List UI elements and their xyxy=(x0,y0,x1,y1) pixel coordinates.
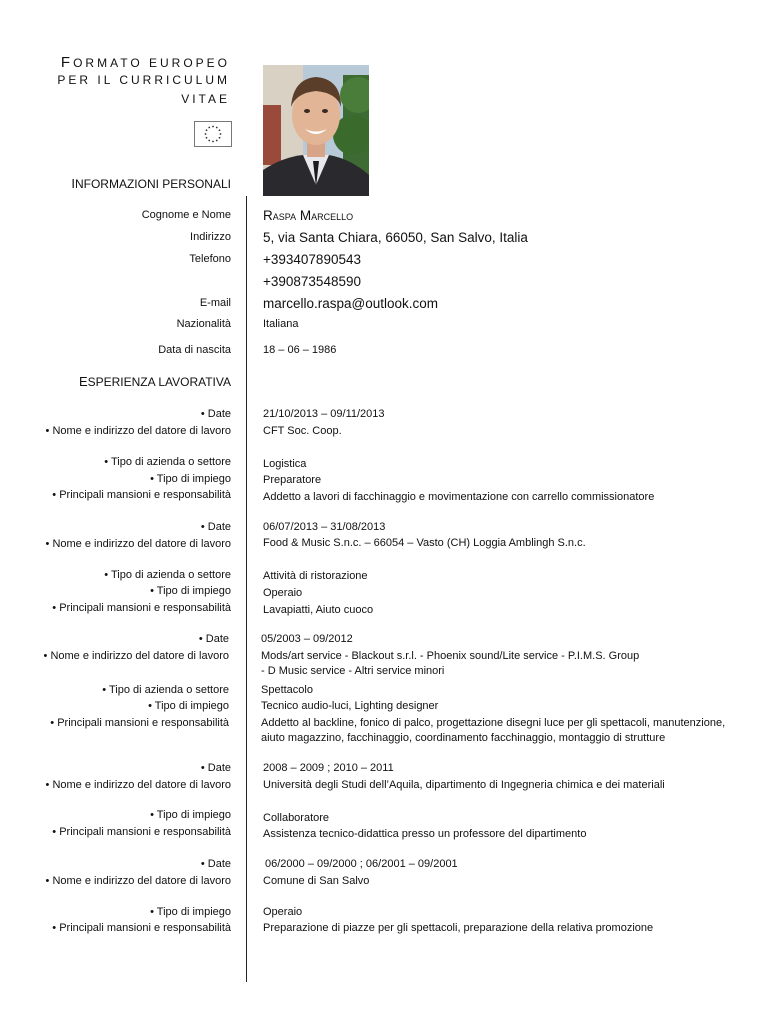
job-1-duties: Addetto a lavori di facchinaggio e movimentazione con carrello commissionatore xyxy=(263,491,655,503)
label-sector: • Tipo di azienda o settore xyxy=(104,456,231,468)
value-phone-2: +390873548590 xyxy=(263,274,361,289)
job-4-duties: Assistenza tecnico-didattica presso un professore del dipartimento xyxy=(263,828,587,840)
job-3-duties: Addetto al backline, fonico di palco, progettazione disegni luce per gli spettacoli, manutenzione, aiuto magazzino, facchinaggio, coordinamento facchinaggio, montaggio di strutture xyxy=(261,717,726,744)
label-duties: • Principali mansioni e responsabilità xyxy=(52,602,231,614)
label-role: • Tipo di impiego xyxy=(150,585,231,597)
label-date: • Date xyxy=(200,762,231,774)
label-email: E-mail xyxy=(199,297,231,309)
job-1-date: 21/10/2013 – 09/11/2013 xyxy=(263,408,385,420)
job-4-date: 2008 – 2009 ; 2010 – 2011 xyxy=(263,762,394,774)
label-name: Cognome e Nome xyxy=(141,209,231,221)
eu-flag-icon xyxy=(194,121,232,147)
label-address: Indirizzo xyxy=(190,231,231,243)
label-date: • Date xyxy=(200,858,231,870)
job-1-role: Preparatore xyxy=(263,474,322,486)
value-nationality: Italiana xyxy=(263,318,299,330)
cv-format-title-line3: VITAE xyxy=(181,92,230,106)
label-date: • Date xyxy=(200,521,231,533)
job-5-date: 06/2000 – 09/2000 ; 06/2001 – 09/2001 xyxy=(265,858,458,870)
value-name: Raspa Marcello xyxy=(263,208,354,223)
job-5-employer: Comune di San Salvo xyxy=(263,875,370,887)
value-email: marcello.raspa@outlook.com xyxy=(263,296,439,311)
label-employer: • Nome e indirizzo del datore di lavoro xyxy=(45,425,231,437)
label-employer: • Nome e indirizzo del datore di lavoro xyxy=(45,875,231,887)
cv-format-title-line1: FORMATO EUROPEO xyxy=(60,54,230,71)
job-4-role: Collaboratore xyxy=(263,812,330,824)
label-role: • Tipo di impiego xyxy=(148,700,229,712)
job-2-duties: Lavapiatti, Aiuto cuoco xyxy=(263,604,374,616)
label-nationality: Nazionalità xyxy=(176,318,231,330)
label-phone: Telefono xyxy=(189,253,231,265)
value-birth-date: 18 – 06 – 1986 xyxy=(263,344,337,356)
job-3-employer: Mods/art service - Blackout s.r.l. - Phoenix sound/Lite service - P.I.M.S. Group - D Music service - Altri service minori xyxy=(261,650,640,677)
label-sector: • Tipo di azienda o settore xyxy=(102,684,229,696)
job-2-employer: Food & Music S.n.c. – 66054 – Vasto (CH) Loggia Amblingh S.n.c. xyxy=(263,537,586,549)
label-duties: • Principali mansioni e responsabilità xyxy=(52,922,231,934)
label-sector: • Tipo di azienda o settore xyxy=(104,569,231,581)
label-date: • Date xyxy=(198,633,229,645)
job-3-role: Tecnico audio-luci, Lighting designer xyxy=(261,700,439,712)
job-5-role: Operaio xyxy=(263,906,303,918)
job-2-sector: Attività di ristorazione xyxy=(263,570,368,582)
label-employer: • Nome e indirizzo del datore di lavoro xyxy=(45,538,231,550)
label-employer: • Nome e indirizzo del datore di lavoro xyxy=(45,779,231,791)
job-1-employer: CFT Soc. Coop. xyxy=(263,425,342,437)
label-duties: • Principali mansioni e responsabilità xyxy=(52,826,231,838)
value-address: 5, via Santa Chiara, 66050, San Salvo, Italia xyxy=(263,230,528,245)
section-title-personal-info: INFORMAZIONI PERSONALI xyxy=(71,176,231,191)
label-duties: • Principali mansioni e responsabilità xyxy=(50,717,229,729)
job-3-sector: Spettacolo xyxy=(261,684,313,696)
column-divider xyxy=(246,196,247,982)
job-5-duties: Preparazione di piazze per gli spettacoli, preparazione della relativa promozione xyxy=(263,922,654,934)
job-3-date: 05/2003 – 09/2012 xyxy=(261,633,353,645)
label-role: • Tipo di impiego xyxy=(150,809,231,821)
label-role: • Tipo di impiego xyxy=(150,473,231,485)
job-4-employer: Università degli Studi dell’Aquila, dipartimento di Ingegneria chimica e dei materiali xyxy=(263,779,665,791)
label-birth-date: Data di nascita xyxy=(158,344,231,356)
label-role: • Tipo di impiego xyxy=(150,906,231,918)
section-title-work-experience: ESPERIENZA LAVORATIVA xyxy=(78,374,231,389)
job-2-role: Operaio xyxy=(263,587,303,599)
label-employer: • Nome e indirizzo del datore di lavoro xyxy=(43,650,229,662)
cv-format-title-line2: PER IL CURRICULUM xyxy=(57,73,230,87)
value-phone-1: +393407890543 xyxy=(263,252,361,267)
profile-photo xyxy=(263,65,369,196)
job-1-sector: Logistica xyxy=(263,458,307,470)
job-2-date: 06/07/2013 – 31/08/2013 xyxy=(263,521,386,533)
label-duties: • Principali mansioni e responsabilità xyxy=(52,489,231,501)
label-date: • Date xyxy=(200,408,231,420)
